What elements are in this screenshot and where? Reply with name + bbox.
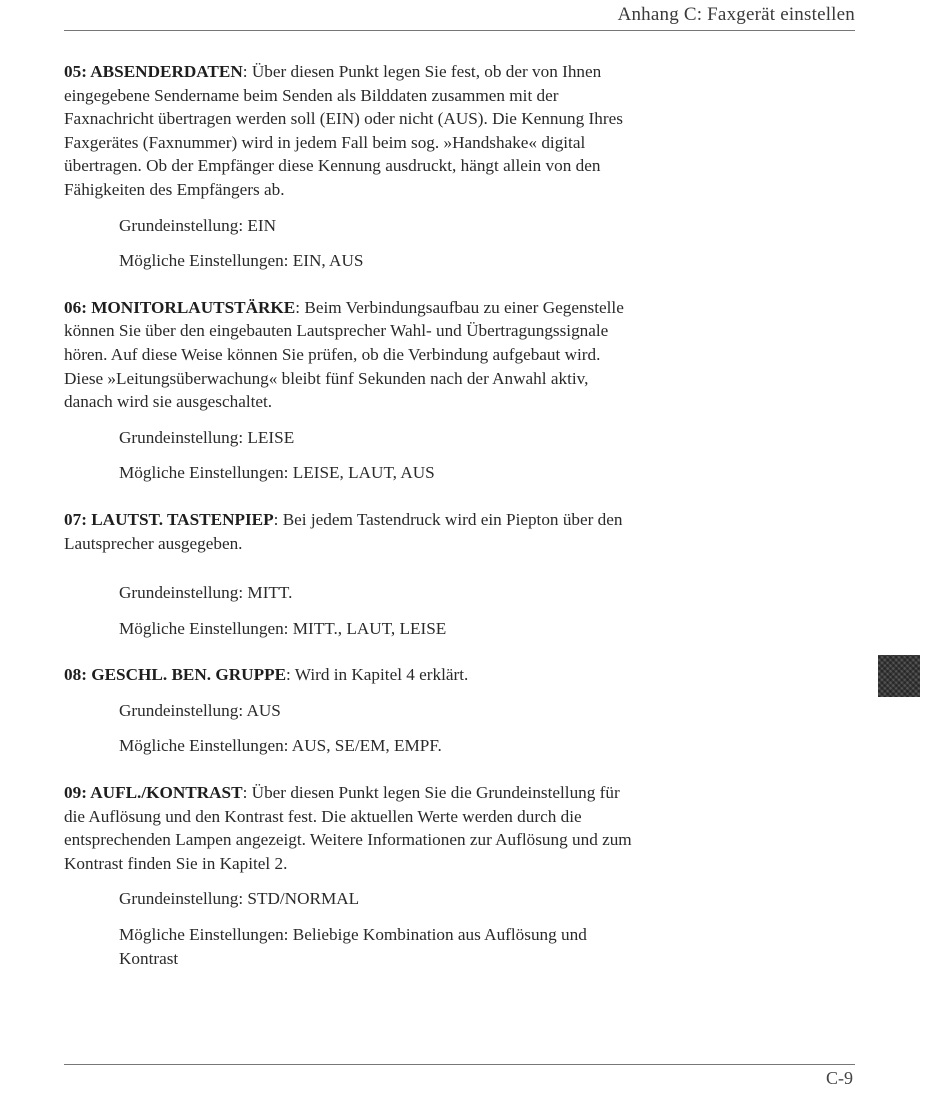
entry-05-separator: : <box>242 62 248 81</box>
entry-08 <box>64 663 636 758</box>
entry-05-label: 05: ABSENDERDATEN <box>64 62 243 81</box>
entry-06-default: Grundeinstellung: LEISE <box>119 427 295 447</box>
entry-07-label: 07: LAUTST. TASTENPIEP <box>64 509 274 529</box>
entry-08-description: Wird in Kapitel 4 erklärt. <box>290 665 469 685</box>
entry-09-default: Grundeinstellung: STD/NORMAL <box>119 889 360 909</box>
entry-09 <box>64 781 636 970</box>
entry-09-label: 09: AUFL./KONTRAST <box>64 783 243 803</box>
entry-09-options: Mögliche Einstellungen: Beliebige Kombination aus Auflösung und Kontrast <box>119 925 587 968</box>
entry-05 <box>64 60 636 273</box>
entry-07-separator: : <box>273 509 279 529</box>
entry-08-label: 08: GESCHL. BEN. GRUPPE <box>64 665 287 685</box>
entry-07 <box>64 508 636 640</box>
entry-06 <box>64 296 636 485</box>
entry-05-default: Grundeinstellung: EIN <box>119 215 277 235</box>
entry-07-description: Bei jedem Tastendruck wird ein Piepton über den Lautsprecher ausgegeben. <box>64 509 623 553</box>
entry-06-separator: : <box>295 297 301 317</box>
entry-07-default: Grundeinstellung: MITT. <box>119 583 293 603</box>
footer-rule <box>64 1064 855 1065</box>
entry-05-text <box>64 60 636 202</box>
entry-05-options: Mögliche Einstellungen: EIN, AUS <box>119 251 364 271</box>
entry-09-description: Über diesen Punkt legen Sie die Grundeinstellung für die Auflösung und den Kontrast fest. Die aktuellen Werte werden durch die entsprechenden Lampen angezeigt. Weitere Informationen zur Auflösung und zum Kontrast finden Sie in Kapitel 2. <box>64 783 632 873</box>
entry-06-label: 06: MONITORLAUTSTÄRKE <box>64 297 296 317</box>
entry-06-options: Mögliche Einstellungen: LEISE, LAUT, AUS <box>119 463 435 483</box>
entry-07-options: Mögliche Einstellungen: MITT., LAUT, LEISE <box>119 618 447 638</box>
chapter-tab-marker <box>878 655 920 697</box>
page-number: C-9 <box>826 1068 853 1088</box>
entry-06-text <box>64 296 636 414</box>
page-content <box>64 60 636 970</box>
entry-08-separator: : <box>286 665 291 685</box>
entry-08-text <box>64 663 636 687</box>
entry-08-options: Mögliche Einstellungen: AUS, SE/EM, EMPF. <box>119 736 442 756</box>
header-title: Anhang C: Faxgerät einstellen <box>617 4 855 25</box>
entry-08-default: Grundeinstellung: AUS <box>119 700 281 720</box>
entry-09-text <box>64 781 636 875</box>
entry-07-text <box>64 508 636 555</box>
entry-09-separator: : <box>242 783 248 803</box>
page-header <box>64 2 855 31</box>
entry-06-description: Beim Verbindungsaufbau zu einer Gegenstelle können Sie über den eingebauten Lautsprecher Wahl- und Übertragungssignale hören. Auf diese Weise können Sie prüfen, ob die Verbindung aufgebaut wird. Diese »Leitungsüberwachung« bleibt fünf Sekunden nach der Anwahl aktiv, danach wird sie ausgeschaltet. <box>64 297 624 412</box>
entry-05-description: Über diesen Punkt legen Sie fest, ob der von Ihnen eingegebene Sendername beim Senden als Bilddaten zusammen mit der Faxnachricht übertragen werden soll (EIN) oder nicht (AUS). Die Kennung Ihres Faxgerätes (Faxnummer) wird in jedem Fall beim sog. »Handshake« digital übertragen. Ob der Empfänger diese Kennung ausdruckt, hängt allein von den Fähigkeiten des Empfängers ab. <box>64 62 623 199</box>
